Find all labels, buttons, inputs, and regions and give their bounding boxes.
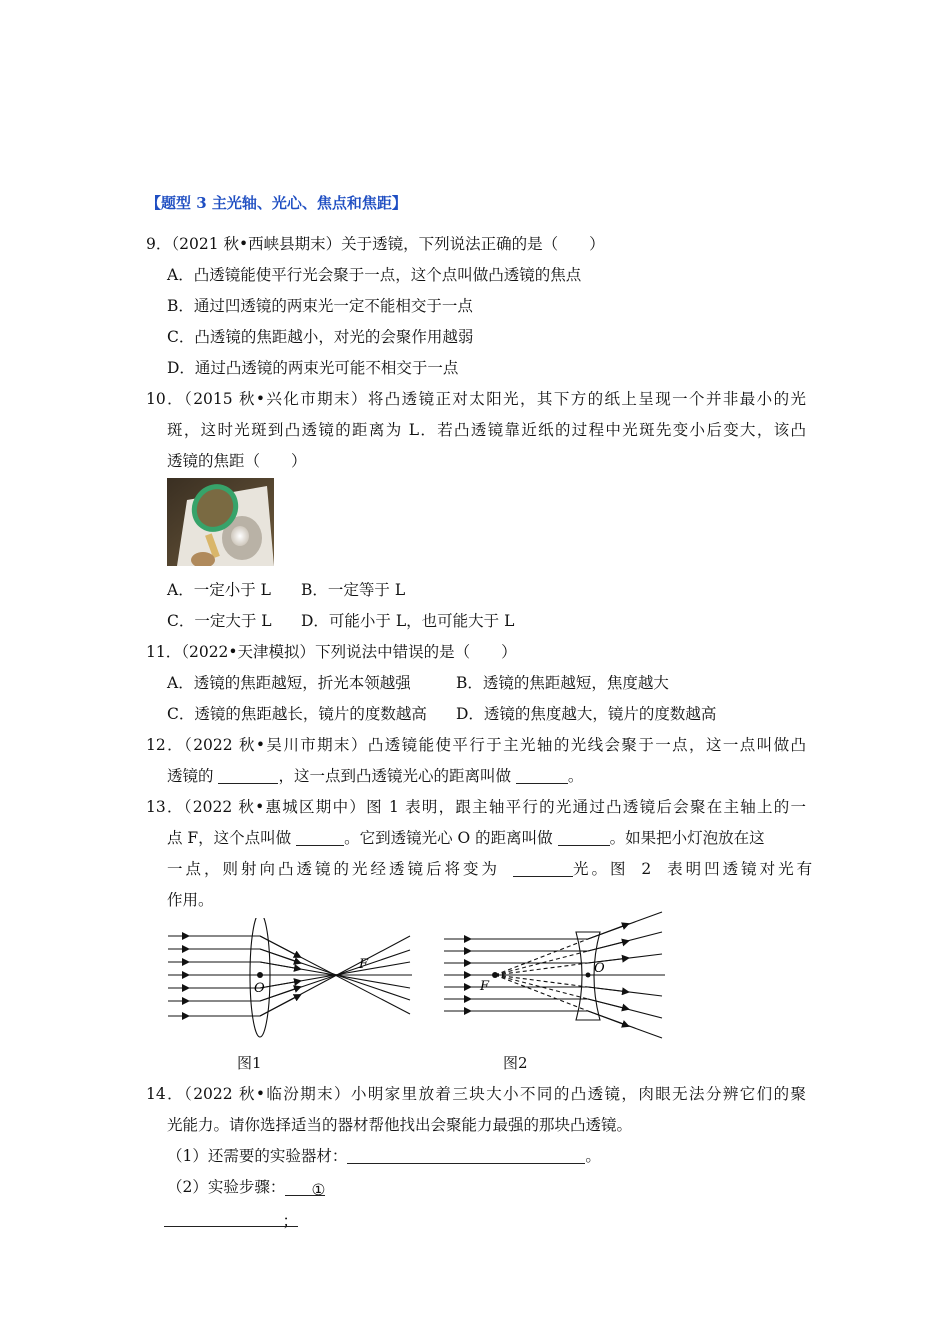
q9-option-b: B．通过凹透镜的两束光一定不能相交于一点 xyxy=(167,297,473,315)
q11-option-a: A．透镜的焦距越短，折光本领越强 xyxy=(167,674,411,692)
q9-option-a: A．凸透镜能使平行光会聚于一点，这个点叫做凸透镜的焦点 xyxy=(167,266,582,284)
q13-line2 xyxy=(167,827,765,849)
q13-line1: 13．（2022 秋•惠城区期中）图 1 表明，跟主轴平行的光通过凸透镜后会聚在主轴上的一 xyxy=(146,798,806,816)
q10-option-c: C．一定大于 L xyxy=(167,612,272,630)
q14-step1-marker: ① xyxy=(311,1181,326,1199)
fig1-caption: 图1 xyxy=(237,1054,262,1072)
fig2-label-o: O xyxy=(594,961,605,976)
q11-option-c: C．透镜的焦距越长，镜片的度数越高 xyxy=(167,705,427,723)
q13-blank-1[interactable] xyxy=(296,829,344,846)
fig1-label-o: O xyxy=(254,981,265,996)
q12-blank-1[interactable] xyxy=(218,767,278,784)
q14-sub2-label: （2）实验步骤： xyxy=(167,1178,286,1196)
q14-line1: 14．（2022 秋•临汾期末）小明家里放着三块大小不同的凸透镜，肉眼无法分辨它们的聚 xyxy=(146,1085,806,1103)
q13-text-a: 点 F，这个点叫做 xyxy=(167,829,297,847)
fig2-label-f: F xyxy=(480,979,490,994)
q10-option-b: B．一定等于 L xyxy=(301,581,406,599)
q14-line2: 光能力。请你选择适当的器材帮他找出会聚能力最强的那块凸透镜。 xyxy=(167,1116,633,1134)
section-title: 【题型 3 主光轴、光心、焦点和焦距】 xyxy=(146,194,407,212)
q13-blank-3[interactable] xyxy=(513,860,573,877)
q13-line4: 作用。 xyxy=(167,891,214,909)
q14-sub2 xyxy=(167,1176,325,1198)
q12-line2 xyxy=(167,765,583,787)
q12-blank-2[interactable] xyxy=(516,767,568,784)
q14-equipment-blank[interactable] xyxy=(347,1147,585,1164)
q12-text-c: 。 xyxy=(567,767,584,785)
q13-blank-2[interactable] xyxy=(558,829,610,846)
q11-option-d: D．透镜的焦度越大，镜片的度数越高 xyxy=(456,705,717,723)
q14-step-continuation-blank[interactable] xyxy=(164,1210,298,1230)
figure-1-convex-lens xyxy=(162,918,424,1040)
q10-option-d: D．可能小于 L，也可能大于 L xyxy=(301,612,515,630)
q9-stem: 9．（2021 秋•西峡县期末）关于透镜，下列说法正确的是（ ） xyxy=(146,235,605,253)
magnifier-photo xyxy=(167,478,274,566)
q12-text-a: 透镜的 xyxy=(167,767,219,785)
fig2-caption: 图2 xyxy=(503,1054,528,1072)
q10-line2: 斑，这时光斑到凸透镜的距离为 L．若凸透镜靠近纸的过程中光斑先变小后变大，该凸 xyxy=(167,421,806,439)
q10-option-a: A．一定小于 L xyxy=(167,581,271,599)
q13-text-e: 光。图 2 表明凹透镜对光有 xyxy=(572,860,816,878)
q13-text-b: 。它到透镜光心 O 的距离叫做 xyxy=(344,829,558,847)
fig1-label-f: F xyxy=(359,957,369,972)
q10-line1: 10．（2015 秋•兴化市期末）将凸透镜正对太阳光，其下方的纸上呈现一个并非最小的光 xyxy=(146,390,806,408)
q14-sub3 xyxy=(164,1207,298,1229)
q11-option-b: B．透镜的焦距越短，焦度越大 xyxy=(456,674,669,692)
q14-step1-blank[interactable] xyxy=(285,1179,326,1199)
q14-sub1-label: （1）还需要的实验器材： xyxy=(167,1147,348,1165)
q14-sub1 xyxy=(167,1145,601,1167)
q10-line3: 透镜的焦距（ ） xyxy=(167,452,307,470)
q9-option-c: C．凸透镜的焦距越小，对光的会聚作用越弱 xyxy=(167,328,474,346)
q14-sub3-end: ； xyxy=(282,1212,298,1230)
q11-stem: 11．（2022•天津模拟）下列说法中错误的是（ ） xyxy=(146,643,517,661)
q12-text-b: ，这一点到凸透镜光心的距离叫做 xyxy=(278,767,516,785)
q13-line3 xyxy=(167,858,815,880)
figure-2-concave-lens xyxy=(440,910,668,1042)
q13-text-c: 。如果把小灯泡放在这 xyxy=(609,829,765,847)
q9-option-d: D．通过凸透镜的两束光可能不相交于一点 xyxy=(167,359,459,377)
q13-text-d: 一点，则射向凸透镜的光经透镜后将变为 xyxy=(167,860,513,878)
q12-line1: 12．（2022 秋•吴川市期末）凸透镜能使平行于主光轴的光线会聚于一点，这一点叫做凸 xyxy=(146,736,806,754)
q14-sub1-end: 。 xyxy=(585,1147,601,1165)
